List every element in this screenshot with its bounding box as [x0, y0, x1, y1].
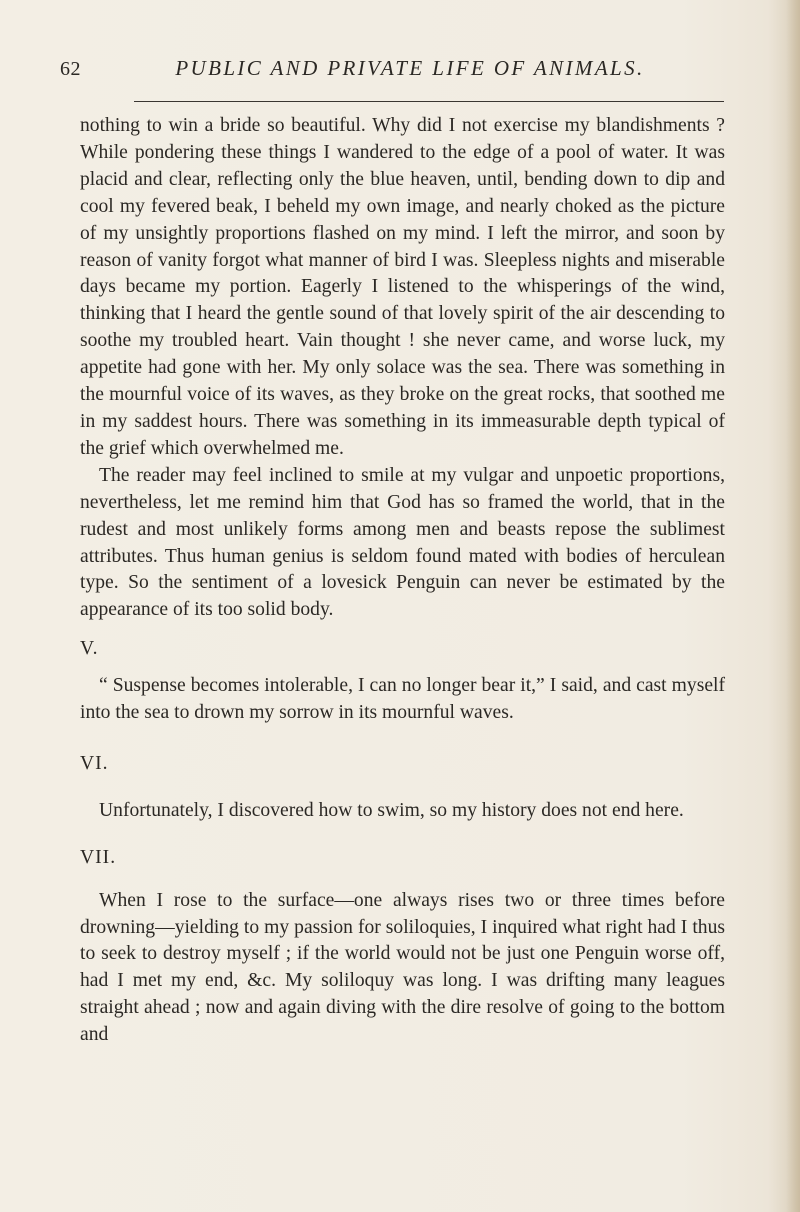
page-header [0, 52, 800, 92]
section-heading-vi: VI. [80, 752, 109, 774]
header-rule [134, 101, 724, 102]
section-heading-vii: VII. [80, 846, 117, 868]
body-text [80, 113, 725, 1049]
paragraph-4: Unfortunately, I discovered how to swim, so my history does not end here. [99, 799, 684, 821]
page-number: 62 [60, 58, 81, 80]
paragraph-5: When I rose to the surface—one always rises two or three times before drowning—yielding to my passion for soliloquies, I inquired what right had I thus to seek to destroy myself ; if the world would not be just one Penguin worse off, had I met my end, &c. My soliloquy was long. I was drifting many leagues straight ahead ; now and again diving with the dire resolve of going to the bottom and [80, 889, 725, 1046]
section-heading-v: V. [80, 638, 99, 660]
running-title: PUBLIC AND PRIVATE LIFE OF ANIMALS. [175, 56, 645, 80]
paragraph-3: “ Suspense becomes intolerable, I can no longer bear it,” I said, and cast myself into the sea to drown my sorrow in its mournful waves. [80, 675, 725, 724]
paragraph-2: The reader may feel inclined to smile at my vulgar and unpoetic proportions, nevertheless, let me remind him that God has so framed the world, that in the rudest and most unlikely forms among men and beasts repose the sublimest attributes. Thus human genius is seldom found mated with bodies of herculean type. So the sentiment of a lovesick Penguin can never be estimated by the appearance of its too solid body. [80, 464, 725, 621]
page-edge-shadow [786, 0, 800, 1212]
paragraph-1: nothing to win a bride so beautiful. Why did I not exercise my blandishments ? While pondering these things I wandered to the edge of a pool of water. It was placid and clear, reflecting only the blue heaven, until, bending down to dip and cool my fevered beak, I beheld my own image, and nearly choked as the picture of my unsightly proportions flashed on my mind. I left the mirror, and soon by reason of vanity forgot what manner of bird I was. Sleepless nights and miserable days became my portion. Eagerly I listened to the whisperings of the wind, thinking that I heard the gentle sound of that lovely spirit of the air descending to soothe my troubled heart. Vain thought ! she never came, and worse luck, my appetite had gone with her. My only solace was the sea. There was something in the mournful voice of its waves, as they broke on the great rocks, that soothed me in my saddest hours. There was something in its immeasurable depth typical of the grief which overwhelmed me. [80, 115, 725, 459]
